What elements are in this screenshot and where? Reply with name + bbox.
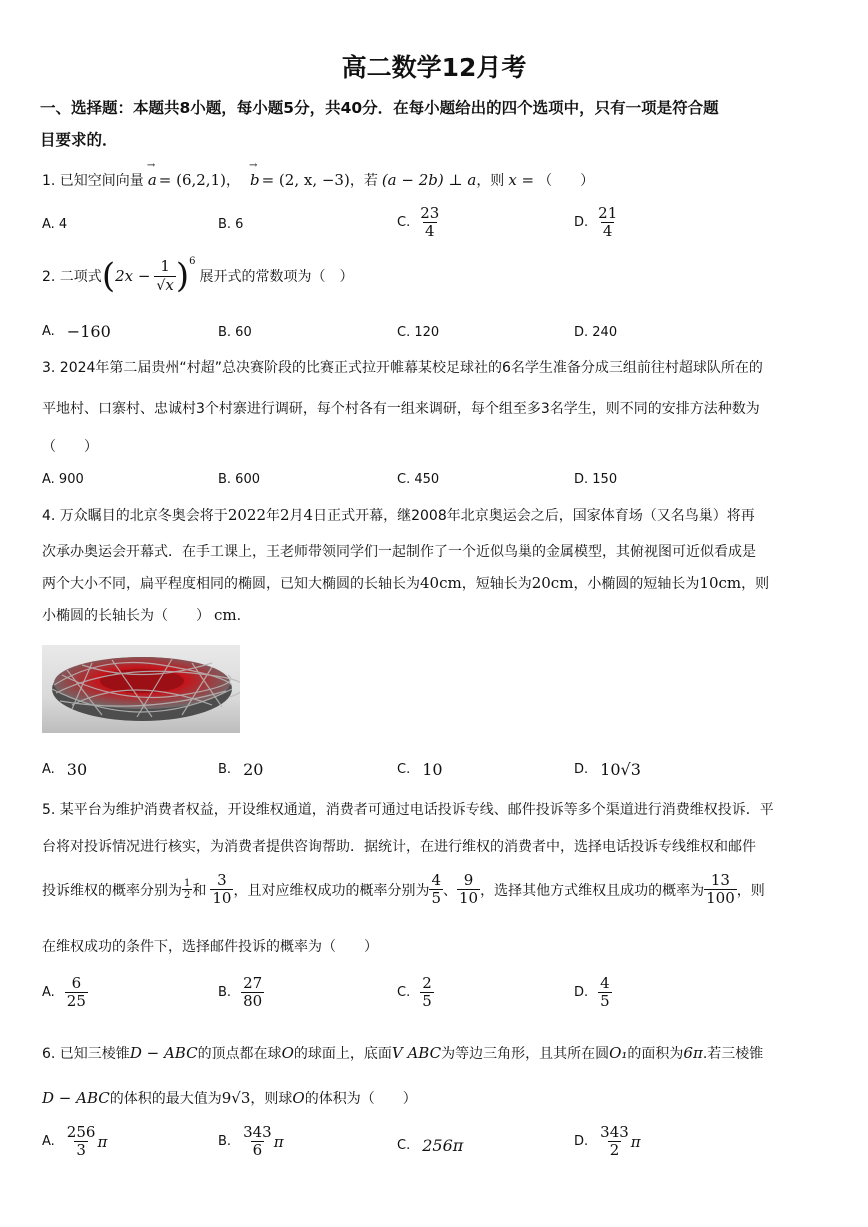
option-label: B. bbox=[218, 1134, 232, 1150]
numerator: 4 bbox=[431, 871, 442, 889]
q6-line2 bbox=[42, 1088, 417, 1108]
option-label: C. bbox=[397, 985, 411, 1001]
q1-option-a: A. 4 bbox=[42, 217, 68, 232]
numerator: 21 bbox=[598, 204, 618, 222]
text: 的球面上，底面 bbox=[293, 1046, 392, 1062]
q5-option-b bbox=[218, 975, 264, 1011]
text: ，则 bbox=[736, 882, 765, 899]
denominator: 2 bbox=[184, 890, 191, 902]
binomial-fraction bbox=[154, 258, 175, 294]
denominator: 5 bbox=[431, 889, 442, 908]
vector-b-value: = (2, x, −3) bbox=[261, 171, 350, 189]
fraction bbox=[704, 872, 737, 908]
vector-a-value: = (6,2,1) bbox=[158, 171, 226, 189]
option-label: C. bbox=[397, 762, 411, 777]
q3-option-c: C. 450 bbox=[397, 472, 440, 487]
text: .若三棱锥 bbox=[702, 1046, 764, 1062]
measure: 20cm bbox=[531, 574, 574, 592]
pi: π bbox=[97, 1132, 108, 1151]
fraction bbox=[182, 878, 192, 902]
denominator: 5 bbox=[422, 992, 432, 1011]
fraction bbox=[598, 1124, 631, 1160]
q2-option-b: B. 60 bbox=[218, 325, 252, 340]
denominator: 5 bbox=[600, 992, 610, 1011]
option-label: A. bbox=[42, 985, 55, 1001]
q6-option-c bbox=[397, 1136, 463, 1155]
measure: 10cm bbox=[699, 574, 742, 592]
q4-line2: 次承办奥运会开幕式．在手工课上，王老师带领同学们一起制作了一个近似鸟巢的金属模型，其俯视图可近似看成是 bbox=[42, 544, 756, 560]
text: ，且对应维权成功的概率分别为 bbox=[233, 882, 430, 899]
q1-sep3: ，则 bbox=[476, 173, 505, 189]
option-label: C. bbox=[397, 215, 411, 231]
measure: 40cm bbox=[420, 574, 462, 592]
year: 2022 bbox=[227, 506, 266, 524]
numerator: 1 bbox=[160, 257, 170, 276]
option-label: A. bbox=[42, 1134, 55, 1150]
q5-option-d bbox=[574, 975, 612, 1011]
q3-option-d: D. 150 bbox=[574, 472, 618, 487]
unit: cm bbox=[214, 606, 237, 624]
pi: π bbox=[273, 1132, 284, 1151]
numerator: 1 bbox=[184, 877, 191, 889]
text: 、 bbox=[443, 882, 458, 899]
option-label: D. bbox=[574, 1134, 589, 1150]
option-value: 10√3 bbox=[600, 760, 641, 779]
option-label: D. bbox=[574, 985, 589, 1001]
text: 日正式开幕，继2008年北京奥运会之后，国家体育场（又名鸟巢）将再 bbox=[313, 508, 755, 524]
q1-option-b: B. 6 bbox=[218, 217, 244, 232]
q1-sep2: ，若 bbox=[349, 173, 378, 189]
q2-suffix: 展开式的常数项为（ ） bbox=[199, 269, 354, 285]
math: D − ABC bbox=[129, 1044, 198, 1062]
q4-option-c bbox=[397, 760, 443, 779]
q3-option-a: A. 900 bbox=[42, 472, 84, 487]
q5-line2: 台将对投诉情况进行核实，为消费者提供咨询帮助．据统计，在进行维权的消费者中，选择电话投诉专线维权和邮件 bbox=[42, 839, 756, 855]
text: 年 bbox=[266, 508, 280, 524]
fraction bbox=[65, 975, 88, 1011]
denominator: 25 bbox=[66, 992, 86, 1011]
numerator: 6 bbox=[71, 974, 82, 992]
text: ，选择其他方式维权且成功的概率为 bbox=[480, 882, 705, 899]
q4-option-d bbox=[574, 760, 641, 779]
text: 投诉维权的概率分别为 bbox=[42, 882, 182, 899]
q6-line1 bbox=[42, 1043, 763, 1063]
fraction bbox=[65, 1124, 98, 1160]
q2-option-c: C. 120 bbox=[397, 325, 440, 340]
option-value: 10 bbox=[422, 760, 443, 779]
math: 9√3 bbox=[221, 1089, 251, 1107]
numerator: 13 bbox=[710, 871, 730, 889]
q3-line2: 平地村、口寨村、忠诚村3个村寨进行调研，每个村各有一组来调研，每个组至多3名学生，则不同的安排方法种数为 bbox=[42, 401, 760, 417]
day: 4 bbox=[303, 506, 314, 524]
birds-nest-model-image bbox=[42, 645, 240, 733]
numerator: 23 bbox=[420, 204, 440, 222]
q5-line3 bbox=[42, 872, 765, 908]
question-2 bbox=[42, 256, 353, 296]
section-heading-line2: 目要求的． bbox=[40, 131, 118, 149]
q4-line1 bbox=[42, 505, 755, 525]
exponent: 6 bbox=[189, 256, 196, 267]
option-value: 256π bbox=[422, 1136, 464, 1155]
q1-option-d bbox=[574, 205, 619, 241]
q5-option-a bbox=[42, 975, 88, 1011]
text: ，则 bbox=[741, 576, 770, 592]
vector-b: → b bbox=[250, 171, 260, 189]
perpendicular-condition: (a − 2b) ⊥ a bbox=[381, 171, 477, 189]
math: V ABC bbox=[391, 1044, 442, 1062]
denominator: 3 bbox=[76, 1141, 86, 1160]
q4-line3 bbox=[42, 573, 769, 593]
math: O bbox=[292, 1089, 305, 1107]
q2-prefix: 2. 二项式 bbox=[42, 269, 102, 285]
right-paren: ) bbox=[175, 256, 190, 296]
numerator: 3 bbox=[217, 871, 227, 889]
section-heading-line1: 一、选择题：本题共8小题，每小题5分，共40分．在每小题给出的四个选项中，只有一项是符合题 bbox=[40, 99, 719, 117]
vector-a: → a bbox=[148, 171, 157, 189]
option-value: 20 bbox=[243, 760, 264, 779]
math: 6π bbox=[683, 1044, 703, 1062]
numerator: 27 bbox=[243, 974, 263, 992]
text: 月 bbox=[289, 508, 304, 524]
left-paren: ( bbox=[101, 256, 116, 296]
q1-prefix: 1. 已知空间向量 bbox=[42, 173, 144, 189]
text: 4. 万众瞩目的北京冬奥会将于 bbox=[42, 508, 228, 524]
q5-option-c bbox=[397, 975, 434, 1011]
q5-line4: 在维权成功的条件下，选择邮件投诉的概率为（ ） bbox=[42, 939, 378, 955]
radicand: x bbox=[165, 275, 174, 294]
text: 6. 已知三棱锥 bbox=[42, 1046, 130, 1062]
text: 两个大小不同，扁平程度相同的椭圆，已知大椭圆的长轴长为 bbox=[42, 576, 420, 592]
text: 和 bbox=[192, 882, 207, 899]
q4-option-b bbox=[218, 760, 263, 779]
numerator: 9 bbox=[463, 871, 474, 889]
text: 为等边三角形，且其所在圆 bbox=[441, 1046, 610, 1062]
q1-option-c bbox=[397, 205, 441, 241]
option-label: C. bbox=[397, 1138, 411, 1153]
answer-paren: （ ） bbox=[538, 173, 595, 189]
denominator: √x bbox=[156, 275, 174, 294]
option-label: D. bbox=[574, 762, 589, 777]
denominator: 6 bbox=[252, 1141, 263, 1160]
math: O bbox=[281, 1044, 294, 1062]
fraction bbox=[598, 975, 612, 1011]
q2-option-a bbox=[42, 322, 111, 341]
denominator: 10 bbox=[212, 889, 232, 908]
text: ，短轴长为 bbox=[461, 576, 532, 592]
fraction bbox=[241, 975, 264, 1011]
option-label: A. bbox=[42, 762, 55, 777]
q3-option-b: B. 600 bbox=[218, 472, 260, 487]
q3-line1: 3. 2024年第二届贵州“村超”总决赛阶段的比赛正式拉开帷幕某校足球社的6名学生准备分成三组前往村超球队所在的 bbox=[42, 360, 763, 376]
numerator: 343 bbox=[243, 1123, 272, 1141]
text: 的体积的最大值为 bbox=[109, 1091, 222, 1107]
math: O₁ bbox=[609, 1044, 628, 1062]
q1-sep1: ， bbox=[225, 173, 240, 189]
denominator: 10 bbox=[459, 889, 479, 908]
fraction bbox=[418, 205, 441, 241]
q6-option-a bbox=[42, 1124, 107, 1160]
numerator: 256 bbox=[66, 1123, 96, 1141]
q6-option-d bbox=[574, 1124, 641, 1160]
q3-line3: （ ） bbox=[42, 439, 98, 455]
fraction bbox=[429, 872, 443, 908]
text: ，则球 bbox=[250, 1091, 293, 1107]
option-label: A. bbox=[42, 324, 55, 339]
math: D − ABC bbox=[42, 1089, 110, 1107]
option-label: B. bbox=[218, 985, 232, 1001]
option-label: B. bbox=[218, 762, 232, 777]
text: ，小椭圆的短轴长为 bbox=[573, 576, 700, 592]
text: 的顶点都在球 bbox=[197, 1046, 282, 1062]
fraction bbox=[241, 1124, 274, 1160]
page-title: 高二数学12月考 bbox=[341, 53, 527, 82]
x-equals: x = bbox=[508, 171, 535, 189]
denominator: 80 bbox=[243, 992, 263, 1011]
denominator: 2 bbox=[609, 1141, 620, 1160]
numerator: 4 bbox=[600, 974, 610, 992]
option-value: −160 bbox=[66, 322, 111, 341]
binomial-term: 2x − bbox=[115, 267, 151, 285]
month: 2 bbox=[280, 506, 290, 524]
denominator: 4 bbox=[424, 222, 435, 241]
option-value: 30 bbox=[66, 760, 88, 779]
text: . bbox=[236, 608, 242, 624]
q6-option-b bbox=[218, 1124, 284, 1160]
q2-option-d: D. 240 bbox=[574, 325, 618, 340]
text: 的体积为（ ） bbox=[304, 1091, 417, 1107]
denominator: 100 bbox=[706, 889, 735, 908]
fraction bbox=[420, 975, 434, 1011]
option-label: D. bbox=[574, 215, 589, 231]
q4-line4 bbox=[42, 605, 241, 625]
q4-option-a bbox=[42, 760, 87, 779]
text: 小椭圆的长轴长为（ ） bbox=[42, 608, 210, 624]
question-1 bbox=[42, 170, 594, 190]
fraction bbox=[210, 872, 233, 908]
fraction bbox=[457, 872, 480, 908]
numerator: 343 bbox=[600, 1123, 629, 1141]
pi: π bbox=[630, 1132, 641, 1151]
fraction bbox=[596, 205, 619, 241]
text: 的面积为 bbox=[627, 1046, 684, 1062]
denominator: 4 bbox=[602, 222, 613, 241]
numerator: 2 bbox=[422, 974, 432, 992]
q5-line1: 5. 某平台为维护消费者权益，开设维权通道，消费者可通过电话投诉专线、邮件投诉等多个渠道进行消费维权投诉．平 bbox=[42, 802, 774, 818]
